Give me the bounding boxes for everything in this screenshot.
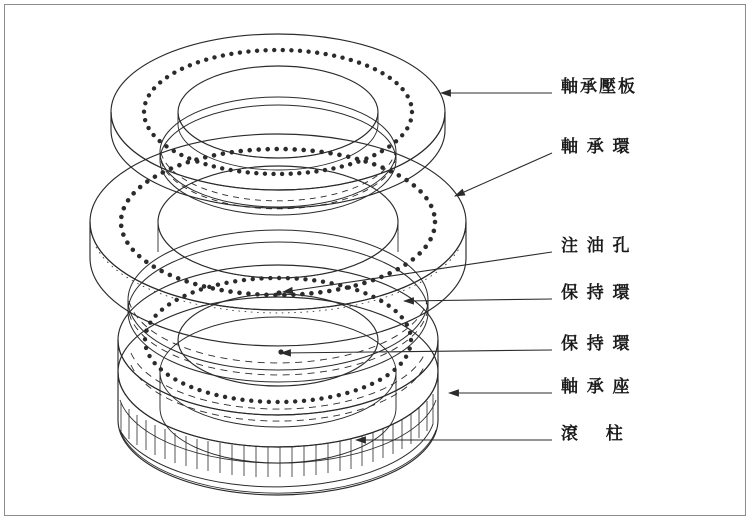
part-bearing-ring (90, 134, 466, 346)
leader-line-retaining-ring-lower (281, 350, 552, 353)
roller-teeth-ticks (121, 394, 433, 477)
part-bearing-seat (118, 297, 438, 495)
part-bearing-pressure-plate (111, 34, 445, 208)
bolt-hole-pattern-top (144, 50, 412, 174)
roller-pockets-middle (129, 301, 427, 375)
callout-label-bearing-seat: 軸 承 座 (561, 377, 632, 396)
callout-label-retaining-ring-lower: 保 持 環 (561, 334, 632, 353)
leader-line-bearing-ring (455, 153, 552, 196)
callout-label-bearing-pressure-plate: 軸承壓板 (561, 77, 637, 96)
callout-label-retaining-ring-upper: 保 持 環 (561, 283, 632, 302)
callout-label-oil-injection-hole: 注 油 孔 (561, 236, 632, 255)
callout-label-bearing-ring: 軸 承 環 (561, 137, 632, 156)
part-raceway-middle (128, 230, 428, 382)
callout-label-roller: 滾 柱 (561, 424, 625, 443)
outer-rim-serration-ring (96, 247, 460, 313)
oil-hole-markers (276, 290, 283, 354)
